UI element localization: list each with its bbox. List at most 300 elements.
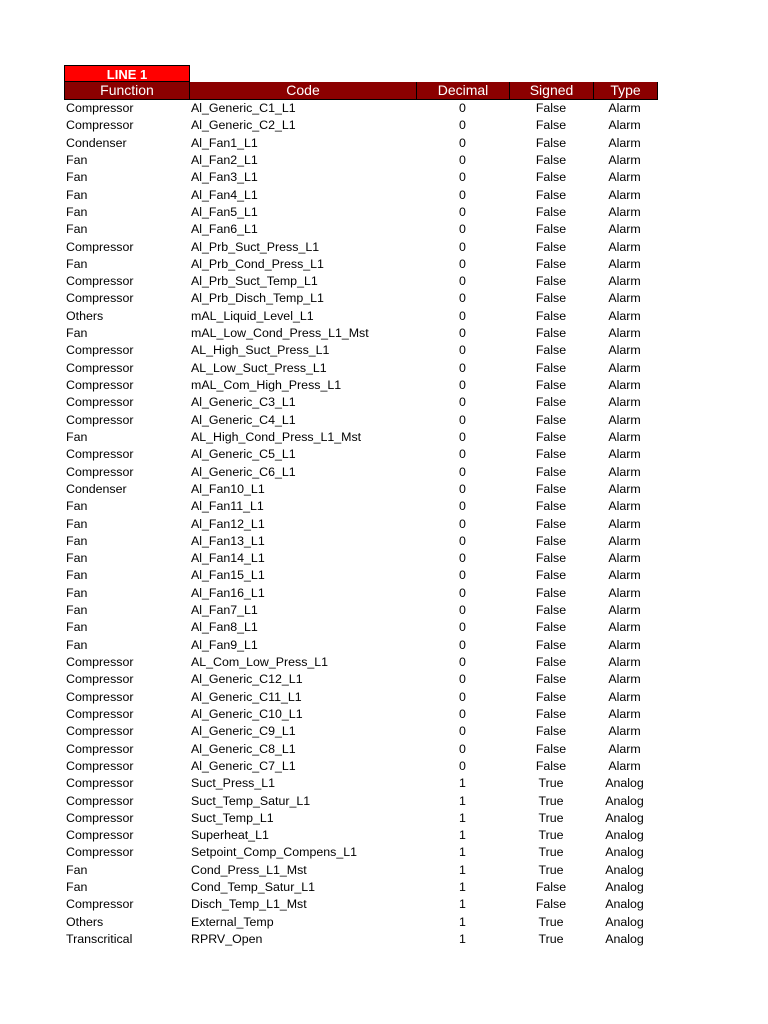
cell-signed: False	[535, 551, 567, 566]
cell-function: Fan	[66, 170, 88, 185]
cell-function: Fan	[66, 603, 88, 618]
cell-decimal: 0	[459, 395, 466, 410]
cell-type: Alarm	[608, 256, 641, 271]
table-row	[64, 914, 658, 931]
cell-type: Alarm	[608, 152, 641, 167]
cell-signed: False	[535, 655, 567, 669]
table-row	[64, 879, 658, 896]
cell-function: Transcritical	[66, 932, 133, 946]
cell-function: Compressor	[66, 101, 134, 115]
cell-signed: False	[535, 897, 567, 912]
cell-type: Alarm	[608, 204, 641, 219]
table-row	[64, 481, 658, 498]
cell-type: Alarm	[608, 464, 641, 479]
cell-code: Al_Fan13_L1	[191, 533, 265, 548]
cell-signed: False	[535, 724, 567, 739]
table-row	[64, 464, 658, 481]
cell-code: Superheat_L1	[191, 828, 269, 843]
table-row	[64, 585, 658, 602]
cell-function: Compressor	[66, 464, 134, 479]
table-row	[64, 394, 658, 411]
cell-function: Fan	[66, 429, 88, 444]
cell-code: Al_Generic_C10_L1	[191, 706, 303, 721]
cell-decimal: 0	[459, 724, 466, 739]
table-row	[64, 498, 658, 515]
cell-code: Al_Generic_C4_L1	[191, 412, 296, 427]
cell-code: Al_Generic_C7_L1	[191, 758, 296, 773]
cell-type: Alarm	[608, 499, 641, 514]
table-row	[64, 793, 658, 810]
cell-decimal: 1	[459, 880, 466, 895]
cell-signed: False	[535, 135, 567, 150]
cell-function: Fan	[66, 187, 88, 202]
table-row	[64, 169, 658, 186]
cell-code: Al_Fan5_L1	[191, 204, 258, 219]
cell-function: Compressor	[66, 291, 134, 306]
cell-signed: False	[535, 101, 567, 115]
cell-decimal: 1	[459, 845, 466, 860]
cell-function: Fan	[66, 499, 88, 514]
cell-signed: False	[535, 620, 567, 635]
table-row	[64, 239, 658, 256]
cell-type: Alarm	[608, 637, 641, 652]
cell-function: Condenser	[66, 481, 127, 496]
cell-code: Al_Fan12_L1	[191, 516, 265, 531]
cell-signed: False	[535, 118, 567, 133]
cell-decimal: 1	[459, 828, 466, 843]
cell-function: Compressor	[66, 655, 134, 669]
table-row	[64, 290, 658, 307]
cell-type: Alarm	[608, 655, 641, 669]
cell-code: Al_Prb_Disch_Temp_L1	[191, 291, 324, 306]
cell-type: Analog	[605, 793, 644, 808]
cell-signed: True	[538, 828, 564, 843]
cell-type: Alarm	[608, 585, 641, 600]
cell-code: Setpoint_Comp_Compens_L1	[191, 845, 358, 860]
header-code: Code	[190, 82, 417, 99]
header-row	[64, 82, 658, 100]
cell-type: Alarm	[608, 187, 641, 202]
cell-decimal: 0	[459, 187, 466, 202]
cell-code: AL_Low_Suct_Press_L1	[191, 360, 327, 375]
cell-decimal: 0	[459, 533, 466, 548]
cell-function: Compressor	[66, 845, 134, 860]
cell-decimal: 0	[459, 239, 466, 254]
cell-type: Alarm	[608, 239, 641, 254]
cell-code: AL_High_Suct_Press_L1	[191, 343, 330, 358]
cell-type: Alarm	[608, 308, 641, 323]
cell-decimal: 0	[459, 585, 466, 600]
cell-signed: False	[535, 533, 567, 548]
cell-function: Fan	[66, 326, 88, 341]
cell-type: Alarm	[608, 724, 641, 739]
table-row	[64, 567, 658, 584]
cell-code: Cond_Press_L1_Mst	[191, 862, 307, 877]
cell-signed: False	[535, 447, 567, 462]
cell-signed: False	[535, 603, 567, 618]
cell-type: Alarm	[608, 706, 641, 721]
cell-code: Al_Fan14_L1	[191, 551, 265, 566]
cell-function: Compressor	[66, 793, 134, 808]
cell-function: Fan	[66, 862, 88, 877]
cell-signed: False	[535, 758, 567, 773]
cell-function: Fan	[66, 585, 88, 600]
cell-decimal: 0	[459, 170, 466, 185]
cell-decimal: 0	[459, 274, 466, 289]
cell-decimal: 1	[459, 793, 466, 808]
cell-decimal: 1	[459, 897, 466, 912]
cell-code: RPRV_Open	[191, 932, 263, 946]
cell-signed: False	[535, 239, 567, 254]
cell-function: Compressor	[66, 724, 134, 739]
table-row	[64, 412, 658, 429]
cell-function: Fan	[66, 222, 88, 237]
cell-function: Fan	[66, 551, 88, 566]
cell-signed: False	[535, 274, 567, 289]
cell-code: Al_Prb_Suct_Temp_L1	[191, 274, 318, 289]
cell-type: Alarm	[608, 741, 641, 756]
cell-signed: False	[535, 481, 567, 496]
cell-function: Compressor	[66, 447, 134, 462]
cell-decimal: 0	[459, 481, 466, 496]
cell-type: Alarm	[608, 672, 641, 687]
cell-signed: False	[535, 637, 567, 652]
cell-function: Compressor	[66, 343, 134, 358]
cell-signed: False	[535, 256, 567, 271]
cell-type: Alarm	[608, 412, 641, 427]
cell-code: Al_Fan16_L1	[191, 585, 265, 600]
cell-type: Analog	[605, 914, 644, 929]
cell-code: External_Temp	[191, 914, 274, 929]
cell-function: Compressor	[66, 274, 134, 289]
cell-code: Al_Generic_C1_L1	[191, 101, 296, 115]
cell-function: Compressor	[66, 897, 134, 912]
cell-signed: False	[535, 689, 567, 704]
spreadsheet-table	[64, 65, 658, 948]
cell-decimal: 1	[459, 862, 466, 877]
cell-code: Suct_Press_L1	[191, 776, 276, 791]
cell-decimal: 0	[459, 360, 466, 375]
cell-code: Al_Generic_C6_L1	[191, 464, 296, 479]
sheet-title: LINE 1	[64, 65, 190, 82]
cell-type: Alarm	[608, 326, 641, 341]
cell-type: Analog	[605, 845, 644, 860]
cell-type: Alarm	[608, 360, 641, 375]
cell-function: Fan	[66, 880, 88, 895]
cell-function: Fan	[66, 256, 88, 271]
cell-function: Compressor	[66, 360, 134, 375]
cell-type: Alarm	[608, 343, 641, 358]
cell-signed: True	[538, 845, 564, 860]
table-row	[64, 100, 658, 117]
cell-function: Compressor	[66, 412, 134, 427]
cell-code: Al_Fan1_L1	[191, 135, 258, 150]
table-row	[64, 117, 658, 134]
cell-function: Fan	[66, 533, 88, 548]
cell-signed: False	[535, 568, 567, 583]
table-row	[64, 256, 658, 273]
cell-function: Compressor	[66, 395, 134, 410]
cell-type: Alarm	[608, 135, 641, 150]
table-row	[64, 758, 658, 775]
header-signed: Signed	[510, 82, 594, 99]
table-row	[64, 325, 658, 342]
cell-type: Alarm	[608, 481, 641, 496]
table-row	[64, 723, 658, 740]
cell-type: Analog	[605, 897, 644, 912]
cell-decimal: 0	[459, 135, 466, 150]
cell-signed: False	[535, 152, 567, 167]
header-type: Type	[610, 82, 641, 98]
cell-function: Compressor	[66, 758, 134, 773]
table-row	[64, 308, 658, 325]
cell-signed: False	[535, 499, 567, 514]
table-row	[64, 741, 658, 758]
cell-function: Others	[66, 308, 104, 323]
table-row	[64, 637, 658, 654]
cell-decimal: 0	[459, 326, 466, 341]
cell-code: Al_Fan3_L1	[191, 170, 258, 185]
cell-signed: False	[535, 464, 567, 479]
cell-code: mAL_Low_Cond_Press_L1_Mst	[191, 326, 369, 341]
cell-decimal: 1	[459, 914, 466, 929]
cell-type: Alarm	[608, 516, 641, 531]
table-row	[64, 152, 658, 169]
cell-type: Analog	[605, 776, 644, 791]
cell-code: Suct_Temp_L1	[191, 810, 274, 825]
cell-code: Al_Fan7_L1	[191, 603, 258, 618]
cell-signed: False	[535, 516, 567, 531]
cell-decimal: 0	[459, 758, 466, 773]
cell-signed: False	[535, 291, 567, 306]
cell-signed: True	[538, 932, 564, 946]
table-row	[64, 619, 658, 636]
cell-code: Al_Fan9_L1	[191, 637, 258, 652]
cell-decimal: 0	[459, 256, 466, 271]
cell-code: mAL_Liquid_Level_L1	[191, 308, 314, 323]
table-row	[64, 689, 658, 706]
cell-decimal: 0	[459, 412, 466, 427]
cell-code: Al_Generic_C12_L1	[191, 672, 303, 687]
cell-code: Al_Fan2_L1	[191, 152, 258, 167]
cell-signed: True	[538, 914, 564, 929]
cell-function: Compressor	[66, 810, 134, 825]
cell-signed: False	[535, 360, 567, 375]
cell-function: Compressor	[66, 706, 134, 721]
cell-signed: True	[538, 862, 564, 877]
cell-function: Fan	[66, 152, 88, 167]
cell-signed: False	[535, 880, 567, 895]
header-function: Function	[65, 82, 190, 99]
table-row	[64, 827, 658, 844]
table-row	[64, 377, 658, 394]
cell-code: Al_Fan10_L1	[191, 481, 265, 496]
table-row	[64, 187, 658, 204]
cell-signed: False	[535, 222, 567, 237]
cell-decimal: 1	[459, 776, 466, 791]
table-row	[64, 342, 658, 359]
cell-code: AL_High_Cond_Press_L1_Mst	[191, 429, 362, 444]
table-row	[64, 550, 658, 567]
cell-decimal: 0	[459, 152, 466, 167]
table-row	[64, 446, 658, 463]
cell-code: Al_Prb_Suct_Press_L1	[191, 239, 320, 254]
cell-code: Al_Fan6_L1	[191, 222, 258, 237]
cell-type: Alarm	[608, 395, 641, 410]
table-row	[64, 671, 658, 688]
table-row	[64, 221, 658, 238]
cell-code: Al_Fan8_L1	[191, 620, 258, 635]
cell-decimal: 0	[459, 464, 466, 479]
table-row	[64, 516, 658, 533]
cell-function: Fan	[66, 516, 88, 531]
cell-decimal: 0	[459, 447, 466, 462]
cell-type: Alarm	[608, 101, 641, 115]
cell-decimal: 0	[459, 499, 466, 514]
table-row	[64, 429, 658, 446]
cell-type: Analog	[605, 932, 644, 946]
table-row	[64, 896, 658, 913]
table-row	[64, 273, 658, 290]
cell-function: Compressor	[66, 741, 134, 756]
table-row	[64, 135, 658, 152]
cell-signed: False	[535, 412, 567, 427]
cell-type: Alarm	[608, 533, 641, 548]
cell-type: Alarm	[608, 378, 641, 392]
table-row	[64, 931, 658, 948]
cell-function: Fan	[66, 204, 88, 219]
cell-decimal: 1	[459, 932, 466, 946]
cell-type: Alarm	[608, 429, 641, 444]
table-row	[64, 810, 658, 827]
table-row	[64, 654, 658, 671]
table-row	[64, 862, 658, 879]
table-row	[64, 844, 658, 861]
cell-code: Al_Generic_C5_L1	[191, 447, 296, 462]
cell-type: Alarm	[608, 222, 641, 237]
cell-signed: False	[535, 395, 567, 410]
cell-decimal: 0	[459, 291, 466, 306]
cell-code: Al_Generic_C9_L1	[191, 724, 296, 739]
cell-type: Analog	[605, 810, 644, 825]
cell-signed: False	[535, 326, 567, 341]
cell-signed: True	[538, 810, 564, 825]
cell-type: Analog	[605, 862, 644, 877]
cell-decimal: 0	[459, 308, 466, 323]
cell-code: AL_Com_Low_Press_L1	[191, 655, 329, 669]
cell-decimal: 0	[459, 689, 466, 704]
cell-code: Al_Generic_C2_L1	[191, 118, 296, 133]
cell-type: Alarm	[608, 118, 641, 133]
cell-type: Alarm	[608, 170, 641, 185]
cell-signed: False	[535, 706, 567, 721]
cell-code: Al_Generic_C3_L1	[191, 395, 296, 410]
cell-decimal: 0	[459, 620, 466, 635]
cell-code: Suct_Temp_Satur_L1	[191, 793, 311, 808]
cell-function: Compressor	[66, 828, 134, 843]
cell-signed: False	[535, 585, 567, 600]
cell-code: Cond_Temp_Satur_L1	[191, 880, 315, 895]
table-row	[64, 204, 658, 221]
cell-code: Al_Fan15_L1	[191, 568, 265, 583]
cell-type: Alarm	[608, 291, 641, 306]
cell-decimal: 0	[459, 741, 466, 756]
table-row	[64, 775, 658, 792]
cell-signed: False	[535, 672, 567, 687]
cell-type: Alarm	[608, 551, 641, 566]
cell-signed: False	[535, 308, 567, 323]
cell-signed: True	[538, 776, 564, 791]
cell-type: Analog	[605, 828, 644, 843]
cell-function: Condenser	[66, 135, 127, 150]
cell-code: Al_Generic_C8_L1	[191, 741, 296, 756]
cell-type: Alarm	[608, 620, 641, 635]
cell-code: Al_Fan4_L1	[191, 187, 258, 202]
cell-decimal: 0	[459, 118, 466, 133]
cell-decimal: 0	[459, 516, 466, 531]
cell-decimal: 0	[459, 343, 466, 358]
cell-decimal: 0	[459, 378, 466, 392]
cell-function: Fan	[66, 637, 88, 652]
table-row	[64, 602, 658, 619]
cell-signed: False	[535, 187, 567, 202]
cell-signed: True	[538, 793, 564, 808]
cell-code: Disch_Temp_L1_Mst	[191, 897, 307, 912]
cell-code: mAL_Com_High_Press_L1	[191, 378, 342, 392]
cell-function: Compressor	[66, 118, 134, 133]
table-row	[64, 706, 658, 723]
cell-function: Compressor	[66, 689, 134, 704]
cell-type: Alarm	[608, 568, 641, 583]
cell-signed: False	[535, 741, 567, 756]
cell-function: Compressor	[66, 776, 134, 791]
cell-type: Alarm	[608, 274, 641, 289]
header-decimal: Decimal	[417, 82, 510, 99]
cell-decimal: 0	[459, 204, 466, 219]
cell-type: Alarm	[608, 603, 641, 618]
cell-code: Al_Generic_C11_L1	[191, 689, 302, 704]
cell-code: Al_Fan11_L1	[191, 499, 264, 514]
cell-decimal: 0	[459, 429, 466, 444]
cell-decimal: 0	[459, 603, 466, 618]
cell-function: Others	[66, 914, 104, 929]
cell-signed: False	[535, 204, 567, 219]
cell-function: Compressor	[66, 239, 134, 254]
cell-decimal: 0	[459, 637, 466, 652]
cell-code: Al_Prb_Cond_Press_L1	[191, 256, 324, 271]
cell-function: Fan	[66, 568, 88, 583]
cell-signed: False	[535, 429, 567, 444]
cell-decimal: 0	[459, 222, 466, 237]
cell-decimal: 0	[459, 655, 466, 669]
cell-decimal: 1	[459, 810, 466, 825]
cell-function: Fan	[66, 620, 88, 635]
cell-decimal: 0	[459, 551, 466, 566]
cell-type: Alarm	[608, 758, 641, 773]
cell-signed: False	[535, 170, 567, 185]
table-row	[64, 533, 658, 550]
cell-type: Analog	[605, 880, 644, 895]
cell-signed: False	[535, 378, 567, 392]
cell-function: Compressor	[66, 378, 134, 392]
table-row	[64, 360, 658, 377]
cell-decimal: 0	[459, 568, 466, 583]
cell-decimal: 0	[459, 101, 466, 115]
cell-function: Compressor	[66, 672, 134, 687]
cell-decimal: 0	[459, 706, 466, 721]
table-body	[64, 100, 658, 948]
cell-type: Alarm	[608, 689, 641, 704]
